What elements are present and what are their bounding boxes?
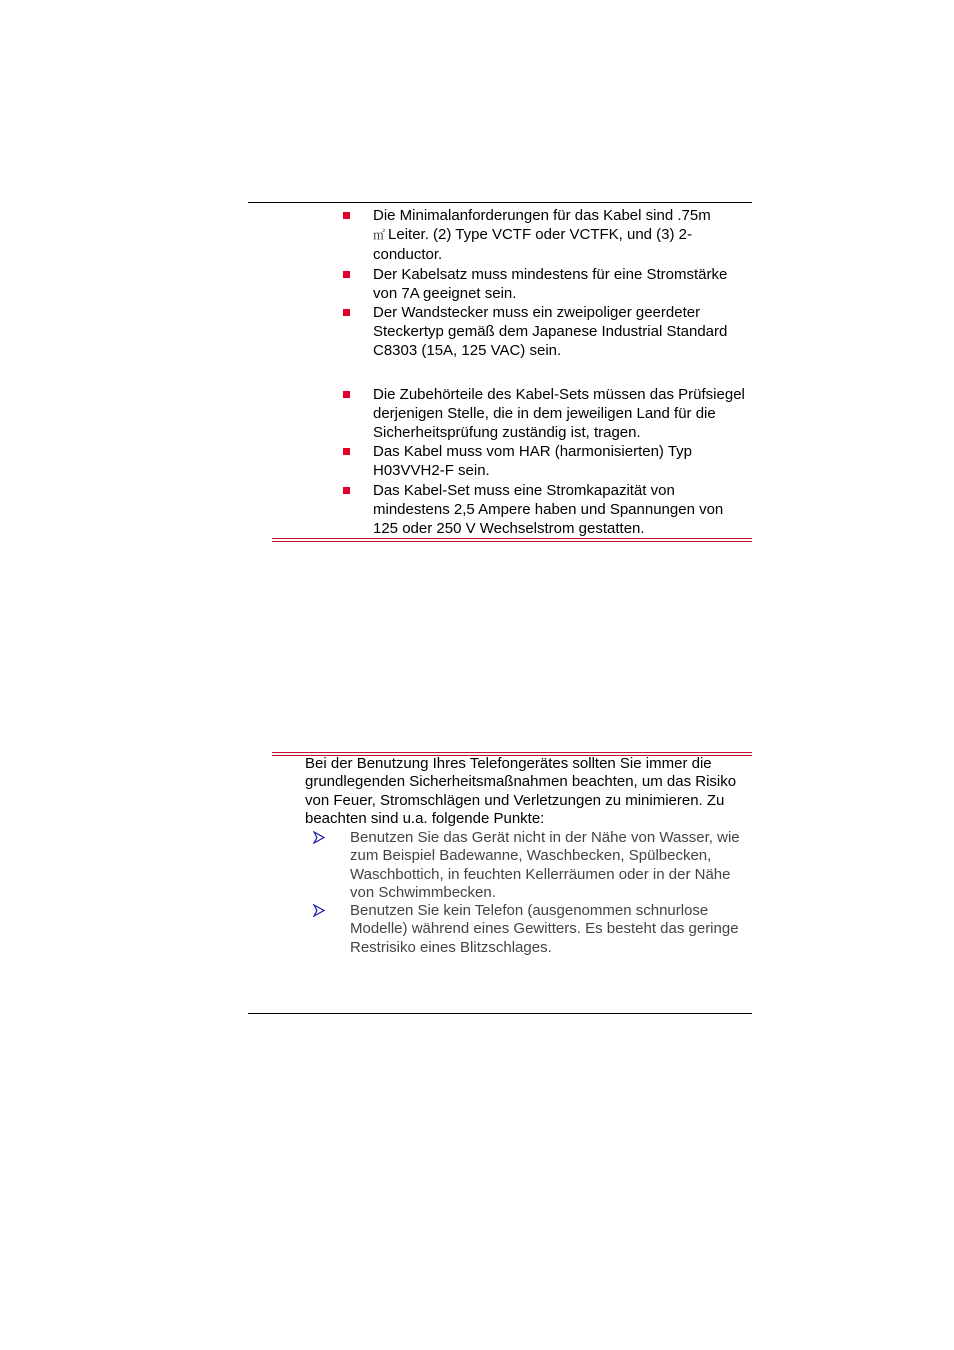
square-meter-unit: ㎡ (373, 228, 386, 243)
square-bullet-icon (343, 271, 350, 278)
list-item (340, 206, 752, 265)
item-text: Die Zubehörteile des Kabel-Sets müssen das Prüfsiegel derjenigen Stelle, die in dem jeweiligen Land für die Sicherheitsprüfung zuständig ist, tragen. (373, 385, 745, 442)
item-text: Benutzen Sie kein Telefon (ausgenommen schnurlose Modelle) während eines Gewitters. Es besteht das geringe Restrisiko eines Blitzschlages. (350, 902, 739, 956)
list-item (313, 829, 753, 902)
item-text: Das Kabel-Set muss eine Stromkapazität von mindestens 2,5 Ampere haben und Spannungen von 125 oder 250 V Wechselstrom gestatten. (373, 481, 724, 538)
phone-safety-list (313, 829, 753, 957)
item-text-cont: Leiter. (2) Type VCTF oder VCTFK, und (3) 2-conductor. (373, 226, 693, 264)
item-text: Der Wandstecker muss ein zweipoliger geerdeter Steckertyp gemäß dem Japanese Industrial Standard C8303 (15A, 125 VAC) sein. (373, 304, 728, 360)
square-bullet-icon (343, 391, 350, 398)
list-item (340, 442, 752, 480)
item-text: Benutzen Sie das Gerät nicht in der Nähe von Wasser, wie zum Beispiel Badewanne, Waschbecken, Spülbecken, Waschbottich, in feuchten Kellerräumen oder in der Nähe von Schwimmbecken. (350, 829, 740, 901)
list-item (340, 265, 752, 303)
item-text: Die Minimalanforderungen für das Kabel sind .75m (373, 207, 711, 224)
top-rule (248, 202, 752, 203)
square-bullet-icon (343, 212, 350, 219)
bottom-rule (248, 1013, 752, 1014)
cable-requirements-list (340, 206, 752, 538)
list-item (340, 303, 752, 361)
item-text: Der Kabelsatz muss mindestens für eine Stromstärke von 7A geeignet sein. (373, 265, 728, 302)
section-divider-red (272, 538, 752, 542)
item-text: Das Kabel muss vom HAR (harmonisierten) Typ H03VVH2-F sein. (373, 443, 692, 480)
square-bullet-icon (343, 309, 350, 316)
square-bullet-icon (343, 487, 350, 494)
list-spacer (340, 361, 752, 385)
list-item (340, 385, 752, 443)
square-bullet-icon (343, 448, 350, 455)
arrow-bullet-icon (313, 904, 325, 917)
list-item (340, 481, 752, 539)
list-item (313, 902, 753, 957)
arrow-bullet-icon (313, 831, 325, 844)
phone-safety-intro: Bei der Benutzung Ihres Telefongerätes sollten Sie immer die grundlegenden Sicherheitsmaßnahmen beachten, um das Risiko von Feuer, Stromschlägen und Verletzungen zu minimieren. Zu beachten sind u.a. folgende Punkte: (305, 755, 737, 828)
